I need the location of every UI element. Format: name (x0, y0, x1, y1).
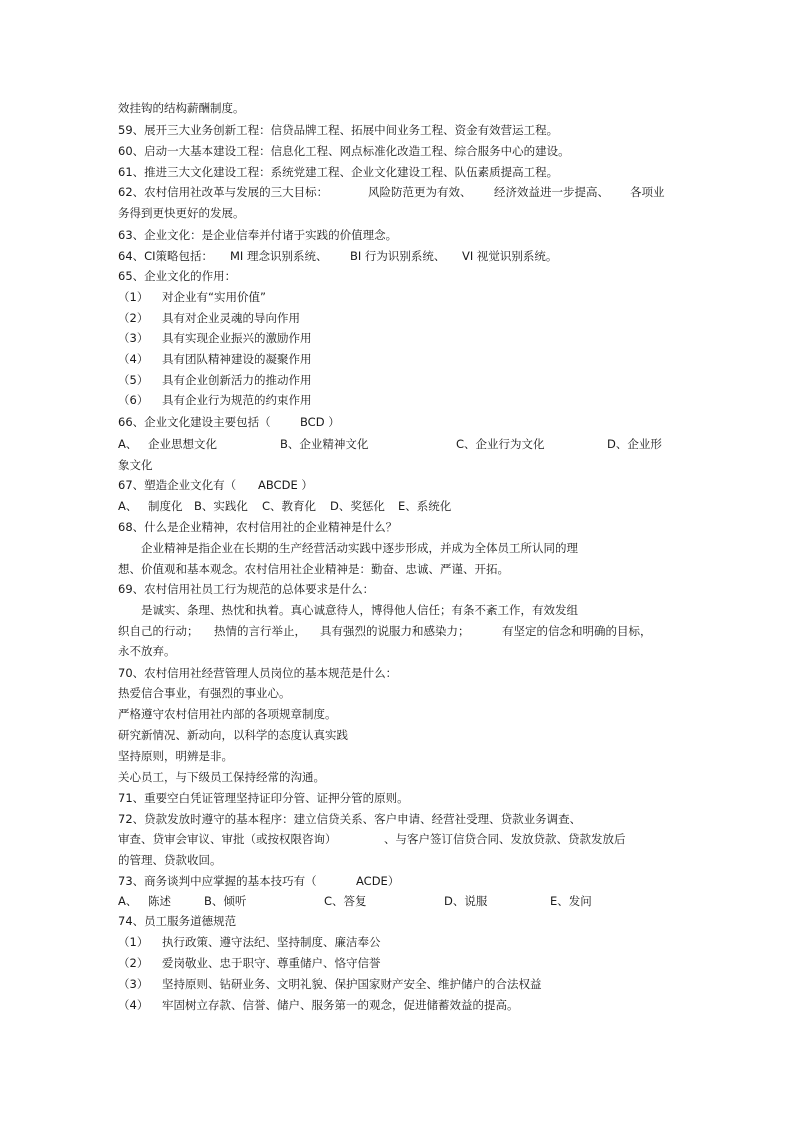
item-65: 65、企业文化的作用： (118, 269, 237, 283)
text-line: 象文化 (118, 458, 153, 472)
list-text: 牢固树立存款、信誉、储户、服务第一的观念，促进储蓄效益的提高。 (162, 998, 519, 1012)
list-text: 对企业有“实用价值” (162, 290, 266, 304)
text-segment: 、与客户签订信贷合同、发放贷款、贷款发放后 (384, 832, 626, 846)
option-text: B、企业精神文化 (280, 437, 369, 451)
item-64-mi: MI 理念识别系统、 (230, 249, 328, 263)
item-70: 70、农村信用社经营管理人员岗位的基本规范是什么： (118, 666, 398, 680)
item-59: 59、展开三大业务创新工程：信贷品牌工程、拓展中间业务工程、资金有效营运工程。 (118, 123, 559, 137)
item-64-bi: BI 行为识别系统、 (350, 249, 446, 263)
text-line: 热爱信合事业，有强烈的事业心。 (118, 686, 291, 700)
item-69: 69、农村信用社员工行为规范的总体要求是什么： (118, 582, 375, 596)
item-62-goal-3: 各项业 (630, 185, 665, 199)
list-number: （2） (118, 311, 149, 325)
item-60: 60、启动一大基本建设工程：信息化工程、网点标准化改造工程、综合服务中心的建设。 (118, 144, 570, 158)
text-segment: 织自己的行动； (118, 624, 199, 638)
paragraph-line: 永不放弃。 (118, 644, 176, 658)
item-64-vi: VI 视觉识别系统。 (462, 249, 558, 263)
paragraph-line: 企业精神是指企业在长期的生产经营活动实践中逐步形成，并成为全体员工所认同的理 (141, 541, 578, 555)
paragraph-line: 想、价值观和基本观念。农村信用社企业精神是：勤奋、忠诚、严谨、开拓。 (118, 562, 509, 576)
list-number: （4） (118, 352, 149, 366)
text-line: 效挂钩的结构薪酬制度。 (118, 101, 245, 115)
option-text: E、发问 (550, 894, 592, 908)
list-number: （2） (118, 956, 149, 970)
text-segment: 有坚定的信念和明确的目标， (502, 624, 652, 638)
item-63: 63、企业文化：是企业信奉并付诸于实践的价值理念。 (118, 228, 398, 242)
option-text: 制度化 (148, 499, 183, 513)
item-62-goal-1: 风险防范更为有效、 (368, 185, 472, 199)
paragraph-line: 的管理、贷款收回。 (118, 853, 222, 867)
text-segment: 审查、贷审会审议、审批（或按权限咨询） (118, 832, 337, 846)
list-text: 具有企业创新活力的推动作用 (162, 373, 312, 387)
list-number: （1） (118, 935, 149, 949)
text-line: 务得到更快更好的发展。 (118, 206, 245, 220)
list-text: 坚持原则、钻研业务、文明礼貌、保护国家财产安全、维护储户的合法权益 (162, 977, 542, 991)
list-number: （6） (118, 393, 149, 407)
option-text: 企业思想文化 (148, 437, 217, 451)
answer-text: BCD ） (300, 415, 340, 429)
item-61: 61、推进三大文化建设工程：系统党建工程、企业文化建设工程、队伍素质提高工程。 (118, 165, 559, 179)
option-text: 陈述 (148, 894, 171, 908)
list-text: 具有实现企业振兴的激励作用 (162, 331, 312, 345)
text-line: 研究新情况、新动向，以科学的态度认真实践 (118, 728, 348, 742)
list-text: 执行政策、遵守法纪、坚持制度、廉洁奉公 (162, 935, 381, 949)
answer-text: ABCDE ） (258, 478, 313, 492)
option-text: D、奖惩化 (330, 499, 385, 513)
option-text: C、答复 (324, 894, 367, 908)
item-64-lead: 64、CI策略包括： (118, 249, 214, 263)
item-72: 72、贷款发放时遵守的基本程序：建立信贷关系、客户申请、经营社受理、贷款业务调查、 (118, 812, 582, 826)
item-71: 71、重要空白凭证管理坚持证印分管、证押分管的原则。 (118, 791, 409, 805)
paragraph-line: 是诚实、条理、热忱和执着。真心诚意待人，博得他人信任；有条不紊工作，有效发组 (141, 603, 578, 617)
option-label: A、 (118, 894, 138, 908)
list-text: 爱岗敬业、忠于职守、尊重储户、恪守信誉 (162, 956, 381, 970)
option-text: D、企业形 (607, 437, 662, 451)
item-68: 68、什么是企业精神，农村信用社的企业精神是什么？ (118, 520, 398, 534)
item-74: 74、员工服务道德规范 (118, 914, 237, 928)
item-62-goal-2: 经济效益进一步提高、 (494, 185, 609, 199)
list-text: 具有对企业灵魂的导向作用 (162, 311, 300, 325)
option-label: A、 (118, 437, 138, 451)
question-text: 66、企业文化建设主要包括（ (118, 415, 271, 429)
text-line: 坚持原则，明辨是非。 (118, 749, 233, 763)
option-text: B、倾听 (204, 894, 247, 908)
option-text: C、企业行为文化 (456, 437, 545, 451)
option-text: B、实践化 (194, 499, 248, 513)
item-62-lead: 62、农村信用社改革与发展的三大目标： (118, 185, 329, 199)
option-text: E、系统化 (398, 499, 452, 513)
question-text: 73、商务谈判中应掌握的基本技巧有（ (118, 874, 317, 888)
list-number: （3） (118, 331, 149, 345)
list-text: 具有团队精神建设的凝聚作用 (162, 352, 312, 366)
text-line: 严格遵守农村信用社内部的各项规章制度。 (118, 707, 337, 721)
list-number: （3） (118, 977, 149, 991)
option-text: D、说服 (444, 894, 488, 908)
text-segment: 具有强烈的说服力和感染力； (320, 624, 470, 638)
list-text: 具有企业行为规范的约束作用 (162, 393, 312, 407)
option-label: A、 (118, 499, 138, 513)
answer-text: ACDE） (356, 874, 400, 888)
list-number: （1） (118, 290, 149, 304)
question-text: 67、塑造企业文化有（ (118, 478, 237, 492)
list-number: （5） (118, 373, 149, 387)
text-line: 关心员工，与下级员工保持经常的沟通。 (118, 770, 325, 784)
option-text: C、教育化 (262, 499, 317, 513)
text-segment: 热情的言行举止， (214, 624, 306, 638)
list-number: （4） (118, 998, 149, 1012)
